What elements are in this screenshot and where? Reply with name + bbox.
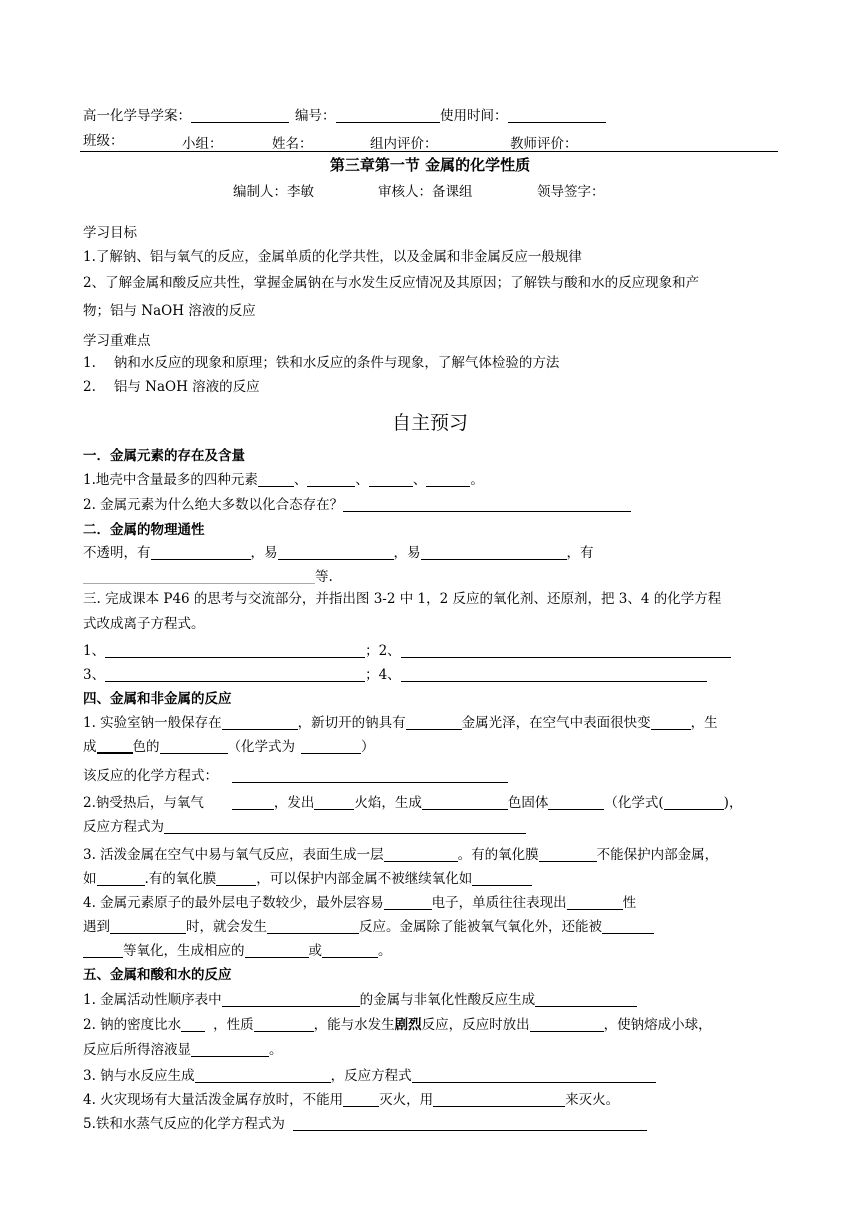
text: 成 [83, 739, 97, 755]
blank [222, 992, 360, 1007]
text: ，发出 [273, 795, 315, 811]
blank [535, 992, 637, 1007]
sec1-q2 [83, 496, 631, 514]
text: ） [361, 739, 375, 755]
objective-item: 2、了解金属和酸反应共性，掌握金属钠在与水发生反应情况及其原因；了解铁与酸和水的反应现象和产 [83, 275, 700, 291]
text: 反应。金属除了能被氧气氧化外，还能被 [359, 919, 602, 935]
sec4-q2b [83, 818, 526, 836]
end-mark: 。 [470, 472, 484, 488]
text: ，易 [393, 545, 421, 561]
sec4-q3 [83, 846, 783, 864]
sec1-q1-text: 1.地壳中含量最多的四种元素 [83, 472, 258, 488]
reviewer-label: 审核人：备课组 [378, 184, 473, 200]
blank [401, 643, 731, 658]
blank [384, 895, 432, 910]
text: 的金属与非氧化性酸反应生成 [359, 992, 536, 1008]
blank [406, 715, 462, 730]
text: 3. 钠与水反应生成 [83, 1068, 195, 1084]
sec5-q3 [83, 1067, 656, 1085]
text: 等氧化，生成相应的 [123, 943, 245, 959]
blank [384, 847, 458, 862]
course-blank [191, 108, 289, 123]
blank [314, 795, 354, 810]
number-blank [336, 108, 440, 123]
text: ，可以保护内部金属不被继续氧化如 [256, 871, 473, 887]
blank [301, 739, 361, 754]
blank [548, 795, 604, 810]
blank [97, 738, 133, 754]
blank [433, 1092, 565, 1107]
text: 遇到 [83, 919, 110, 935]
blank [181, 1017, 205, 1032]
blank [232, 768, 508, 783]
blank [343, 1092, 379, 1107]
editor-label: 编制人：李敏 [233, 184, 314, 200]
text: 火焰，生成 [354, 795, 422, 811]
bold-text: 剧烈 [394, 1017, 422, 1033]
text: 时，就会发生 [186, 919, 267, 935]
text: .有的氧化膜 [144, 871, 217, 887]
blank [401, 667, 707, 682]
blank [105, 667, 365, 682]
text: 。有的氧化膜 [457, 847, 539, 863]
text: ；4、 [365, 667, 401, 683]
blank [83, 943, 123, 958]
text: ，有 [566, 545, 594, 561]
blank [195, 1068, 331, 1083]
blank [151, 545, 251, 560]
group-label: 小组： [182, 136, 223, 152]
sec5-q2b [83, 1041, 283, 1059]
text: 4. 火灾现场有大量活泼金属存放时，不能用 [83, 1092, 344, 1108]
text: ，使钠熔成小球， [603, 1017, 712, 1033]
sec1-q2-text: 2. 金属元素为什么绝大多数以化合态存在？ [83, 497, 344, 513]
key-point-item [83, 354, 559, 372]
sec4-q1c [83, 767, 508, 785]
blank [307, 472, 355, 487]
text: 3、 [83, 667, 106, 683]
sec2-line-1 [83, 544, 594, 562]
preview-title: 自主预习 [391, 412, 468, 434]
name-label: 姓名： [272, 136, 313, 152]
text: 反应，反应时放出 [421, 1017, 530, 1033]
text: ，易 [250, 545, 278, 561]
sec2-line-2 [83, 568, 333, 586]
key-point-num: 2. [83, 379, 96, 395]
teacher-eval-label: 教师评价： [510, 136, 578, 152]
blank [160, 739, 228, 754]
leader-label: 领导签字： [537, 184, 605, 200]
text: 反应方程式为 [83, 819, 164, 835]
blank [216, 871, 256, 886]
sec4-q2 [83, 794, 783, 812]
blank [567, 895, 623, 910]
blank [602, 919, 654, 934]
use-time-field [440, 107, 606, 125]
text: ，反应方程式 [330, 1068, 412, 1084]
number-label: 编号： [295, 108, 336, 124]
text: )， [723, 795, 743, 811]
sec4-q1 [83, 714, 783, 732]
blank [258, 472, 294, 487]
text: 该反应的化学方程式： [83, 768, 218, 784]
sec3-line-1: 三. 完成课本 P46 的思考与交流部分，并指出图 3-2 中 1，2 反应的氧化剂、还原剂，把 3、4 的化学方程 [83, 591, 722, 607]
text: （化学式为 [227, 739, 295, 755]
text: 色固体 [507, 795, 549, 811]
objectives-heading: 学习目标 [83, 225, 137, 241]
text: ，能与水发生 [313, 1017, 395, 1033]
sec3-line-2: 式改成离子方程式。 [83, 616, 205, 632]
blank [232, 795, 274, 810]
course-label: 高一化学导学案： [83, 108, 191, 124]
use-time-label: 使用时间： [440, 108, 508, 124]
text: 反应后所得溶液显 [83, 1042, 191, 1058]
number-field [295, 107, 440, 125]
sep: 、 [355, 472, 369, 488]
blank [254, 1017, 314, 1032]
text: ，性质 [213, 1017, 254, 1033]
blank [530, 1017, 604, 1032]
blank [293, 1116, 647, 1131]
blank [422, 795, 508, 810]
text: 不透明，有 [83, 545, 151, 561]
text: 性 [622, 895, 637, 911]
blank [245, 943, 309, 958]
blank [278, 545, 394, 560]
header-row-1 [83, 107, 289, 125]
section-1-heading: 一．金属元素的存在及含量 [83, 448, 245, 464]
sec4-q4b [83, 918, 654, 936]
blank [539, 847, 597, 862]
key-point-text: 钠和水反应的现象和原理；铁和水反应的条件与现象，了解气体检验的方法 [113, 355, 560, 371]
blank [267, 919, 359, 934]
blank [343, 497, 631, 512]
text: 1. 金属活动性顺序表中 [83, 992, 222, 1008]
text: 1、 [83, 643, 106, 659]
blank [426, 472, 470, 487]
page-title: 第三章第一节 金属的化学性质 [329, 156, 531, 174]
text: ，新切开的钠具有 [297, 715, 406, 731]
text: ；2、 [365, 643, 401, 659]
blank [83, 569, 315, 584]
sec4-q4c [83, 942, 392, 960]
blank [421, 545, 567, 560]
blank [191, 1042, 269, 1057]
text: 2.钠受热后，与氧气 [83, 795, 204, 811]
blank [412, 1068, 656, 1083]
text: 4. 金属元素原子的最外层电子数较少，最外层容易 [83, 895, 384, 911]
sec3-row-2 [83, 666, 707, 684]
sec5-q4 [83, 1091, 619, 1109]
text: 如 [83, 871, 97, 887]
text: 等. [315, 569, 333, 585]
blank [110, 919, 186, 934]
objective-item: 1.了解钠、铝与氧气的反应，金属单质的化学共性，以及金属和非金属反应一般规律 [83, 249, 582, 265]
text: 色的 [132, 739, 160, 755]
blank [105, 643, 365, 658]
text: 3. 活泼金属在空气中易与氧气反应，表面生成一层 [83, 847, 384, 863]
sec5-q5 [83, 1115, 647, 1133]
text: 不能保护内部金属， [596, 847, 719, 863]
text: ，生 [690, 715, 718, 731]
class-label: 班级： [83, 133, 124, 149]
text: （化学式( [604, 795, 664, 811]
sec4-q1b [83, 738, 375, 756]
key-point-num: 1. [83, 355, 96, 371]
section-4-heading: 四、金属和非金属的反应 [83, 691, 232, 707]
section-2-heading: 二．金属的物理通性 [83, 522, 205, 538]
text: 来灭火。 [565, 1092, 620, 1108]
sec4-q3b [83, 870, 532, 888]
text: 。 [269, 1042, 283, 1058]
blank [651, 715, 691, 730]
sec5-q1 [83, 991, 637, 1009]
text: 。 [378, 943, 392, 959]
blank [222, 715, 298, 730]
use-time-blank [508, 108, 606, 123]
blank [472, 871, 532, 886]
sec4-q4 [83, 894, 783, 912]
key-point-item [83, 378, 260, 396]
blank [322, 943, 378, 958]
blank [369, 472, 413, 487]
blank [164, 819, 526, 834]
text: 2. 钠的密度比水 [83, 1017, 182, 1033]
objective-item: 物；铝与 NaOH 溶液的反应 [83, 303, 256, 319]
text: 5.铁和水蒸气反应的化学方程式为 [83, 1116, 285, 1132]
blank [664, 795, 724, 810]
sec3-row-1 [83, 642, 731, 660]
sec5-q2 [83, 1016, 783, 1034]
blank [97, 871, 145, 886]
key-points-heading: 学习重难点 [83, 333, 151, 349]
group-eval-label: 组内评价： [370, 136, 438, 152]
text: 或 [308, 943, 322, 959]
text: 灭火，用 [379, 1092, 434, 1108]
text: 金属光泽，在空气中表面很快变 [461, 715, 651, 731]
sec1-q1 [83, 471, 484, 489]
sep: 、 [293, 472, 308, 488]
text: 电子，单质往往表现出 [431, 895, 567, 911]
sep: 、 [412, 472, 427, 488]
header-rule [80, 151, 778, 152]
key-point-text: 铝与 NaOH 溶液的反应 [113, 379, 260, 395]
section-5-heading: 五、金属和酸和水的反应 [83, 967, 232, 983]
text: 1. 实验室钠一般保存在 [83, 715, 222, 731]
